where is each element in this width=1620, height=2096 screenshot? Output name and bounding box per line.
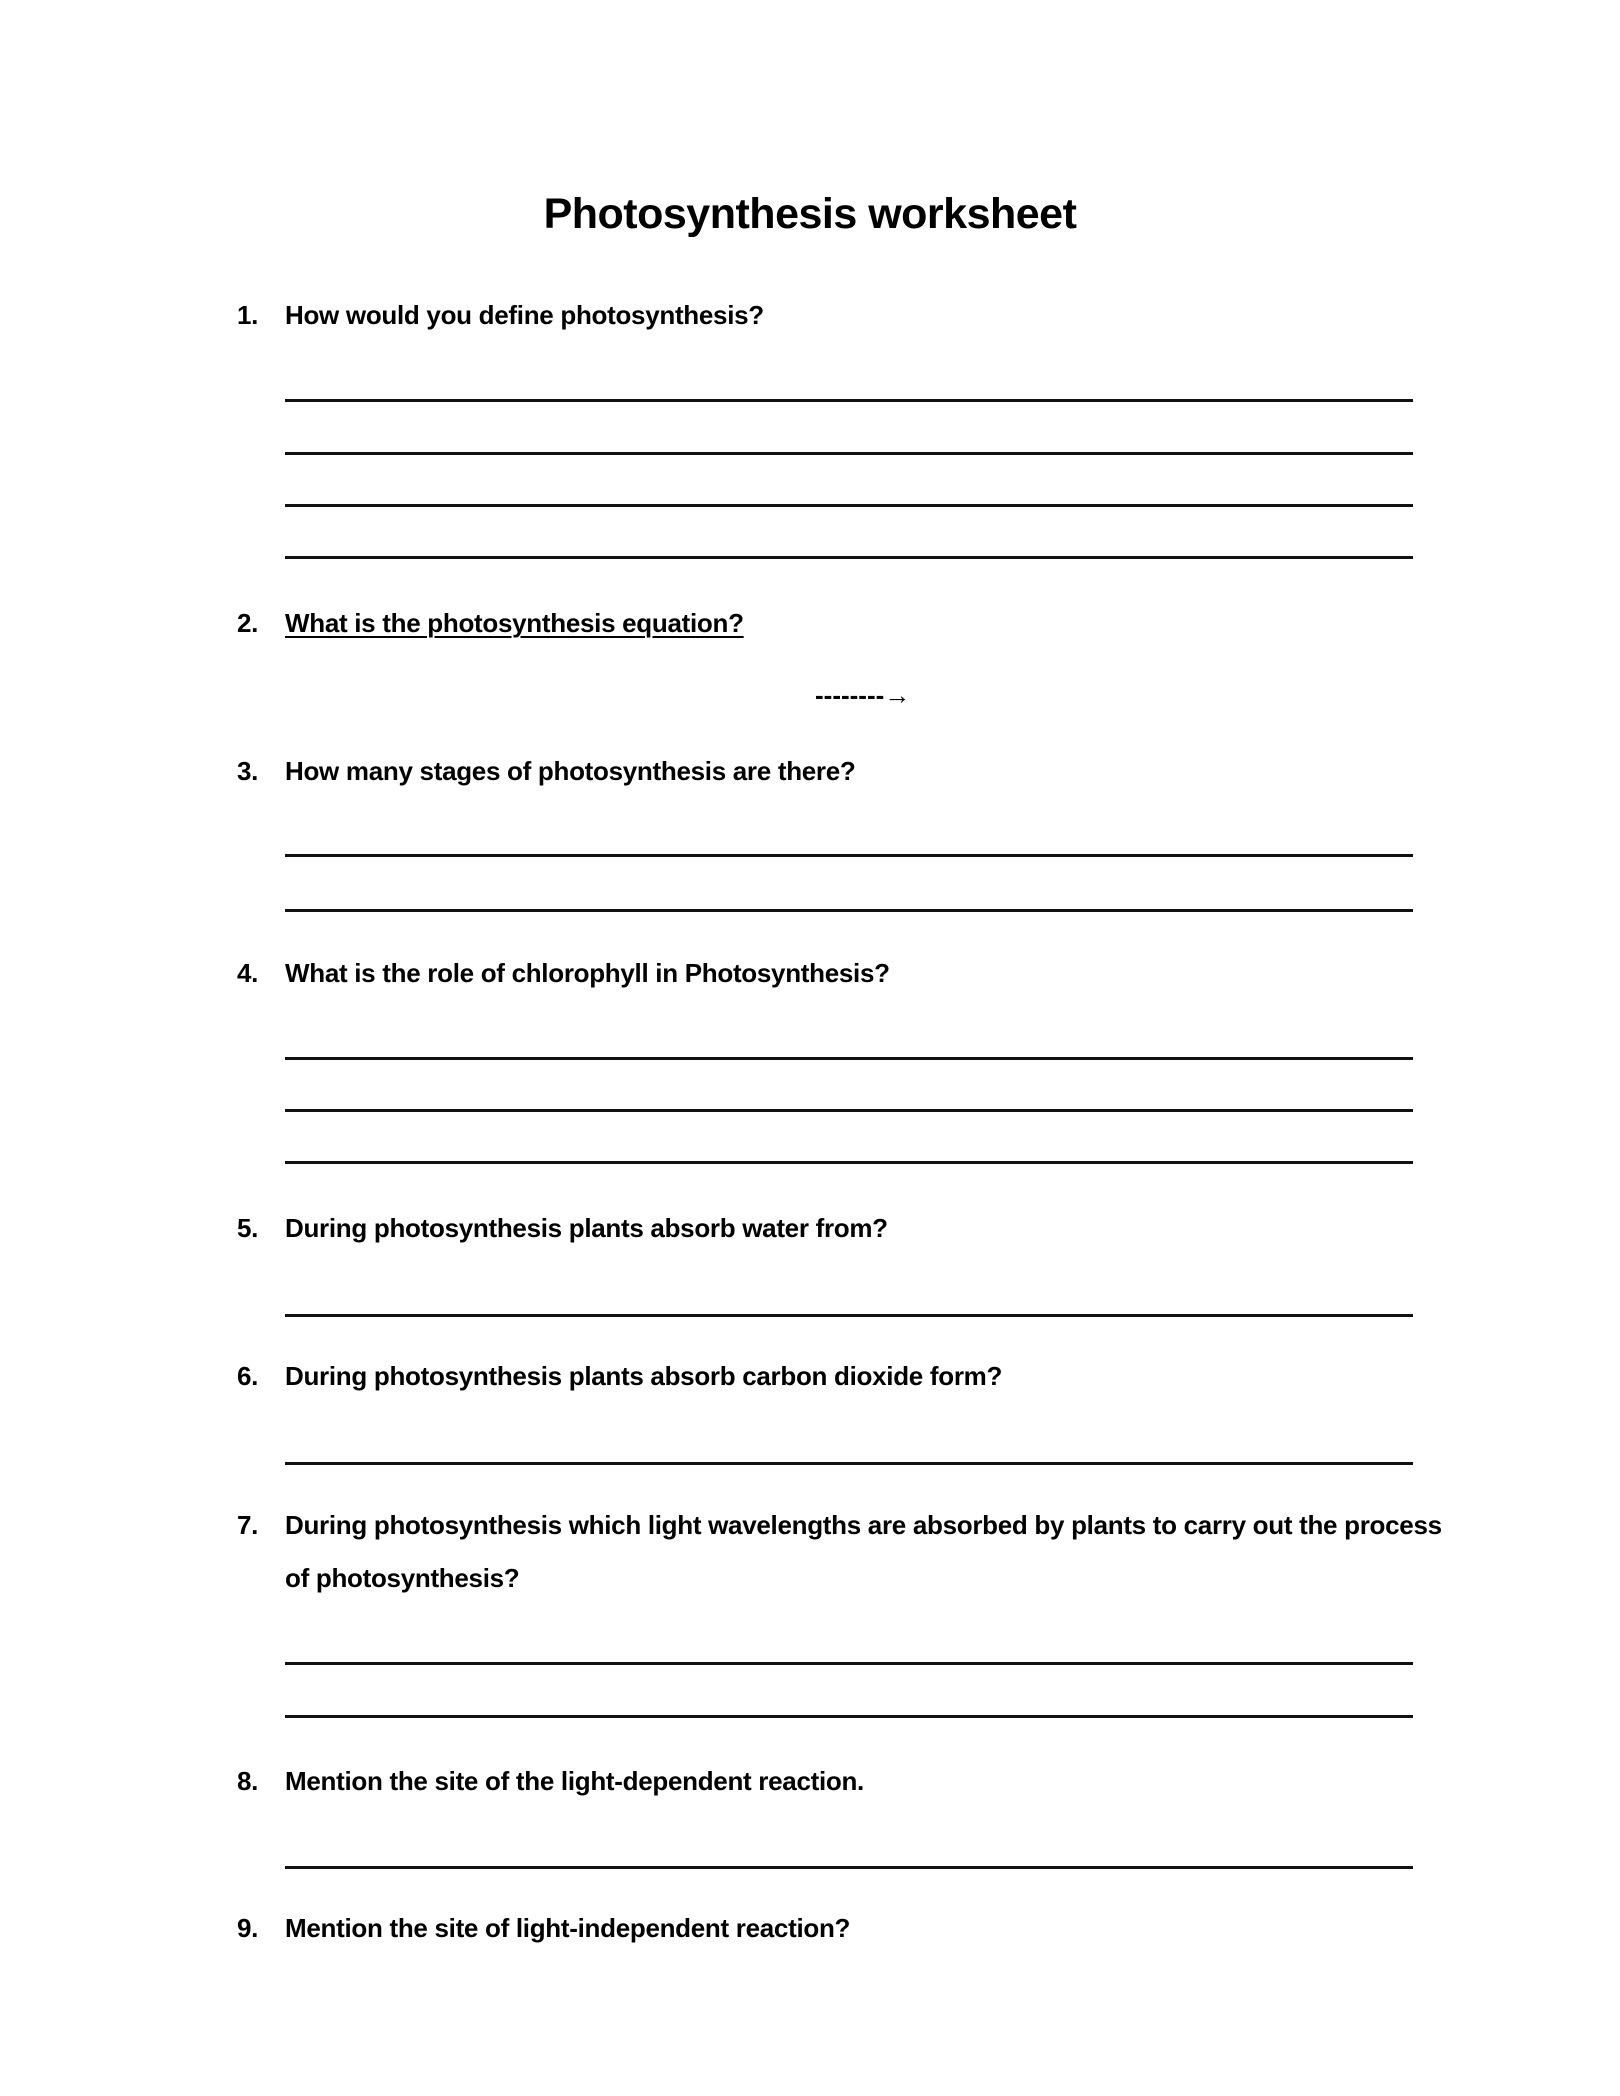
question-number: 3. xyxy=(237,756,259,786)
question-text: How would you define photosynthesis? xyxy=(285,300,764,330)
answer-line[interactable] xyxy=(285,1462,1413,1465)
question-text: During photosynthesis plants absorb water from? xyxy=(285,1213,888,1243)
answer-line[interactable] xyxy=(285,1715,1413,1718)
question-text: Mention the site of the light-dependent reaction. xyxy=(285,1766,864,1796)
question-text: During photosynthesis which light wavelengths are absorbed by plants to carry out the process xyxy=(285,1510,1442,1540)
answer-line[interactable] xyxy=(285,556,1413,559)
question-5 xyxy=(237,1213,888,1244)
question-text: Mention the site of light-independent reaction? xyxy=(285,1913,851,1943)
question-7-continued: of photosynthesis? xyxy=(285,1563,520,1593)
question-text: What is the photosynthesis equation? xyxy=(285,608,744,638)
answer-line[interactable] xyxy=(285,854,1413,857)
answer-line[interactable] xyxy=(285,399,1413,402)
answer-line[interactable] xyxy=(285,1161,1413,1164)
answer-line[interactable] xyxy=(285,504,1413,507)
question-4 xyxy=(237,958,890,989)
question-number: 4. xyxy=(237,958,259,988)
question-1 xyxy=(237,300,764,331)
question-text: How many stages of photosynthesis are there? xyxy=(285,756,856,786)
question-2 xyxy=(237,608,744,639)
question-text: During photosynthesis plants absorb carbon dioxide form? xyxy=(285,1361,1003,1391)
answer-line[interactable] xyxy=(285,1057,1413,1060)
question-number: 5. xyxy=(237,1213,259,1243)
equation-arrow-icon: --------→ xyxy=(815,680,911,710)
question-number: 1. xyxy=(237,300,259,330)
question-number: 8. xyxy=(237,1766,259,1796)
question-number: 7. xyxy=(237,1510,259,1540)
question-7 xyxy=(237,1510,1442,1541)
answer-line[interactable] xyxy=(285,1662,1413,1665)
question-3 xyxy=(237,756,856,787)
answer-line[interactable] xyxy=(285,1314,1413,1317)
question-9 xyxy=(237,1913,850,1944)
answer-line[interactable] xyxy=(285,909,1413,912)
question-number: 2. xyxy=(237,608,259,638)
question-text: What is the role of chlorophyll in Photosynthesis? xyxy=(285,958,890,988)
question-8 xyxy=(237,1766,864,1797)
answer-line[interactable] xyxy=(285,1866,1413,1869)
answer-line[interactable] xyxy=(285,1109,1413,1112)
question-number: 6. xyxy=(237,1361,259,1391)
question-6 xyxy=(237,1361,1002,1392)
question-number: 9. xyxy=(237,1913,259,1943)
answer-line[interactable] xyxy=(285,452,1413,455)
page-title: Photosynthesis worksheet xyxy=(543,190,1077,238)
